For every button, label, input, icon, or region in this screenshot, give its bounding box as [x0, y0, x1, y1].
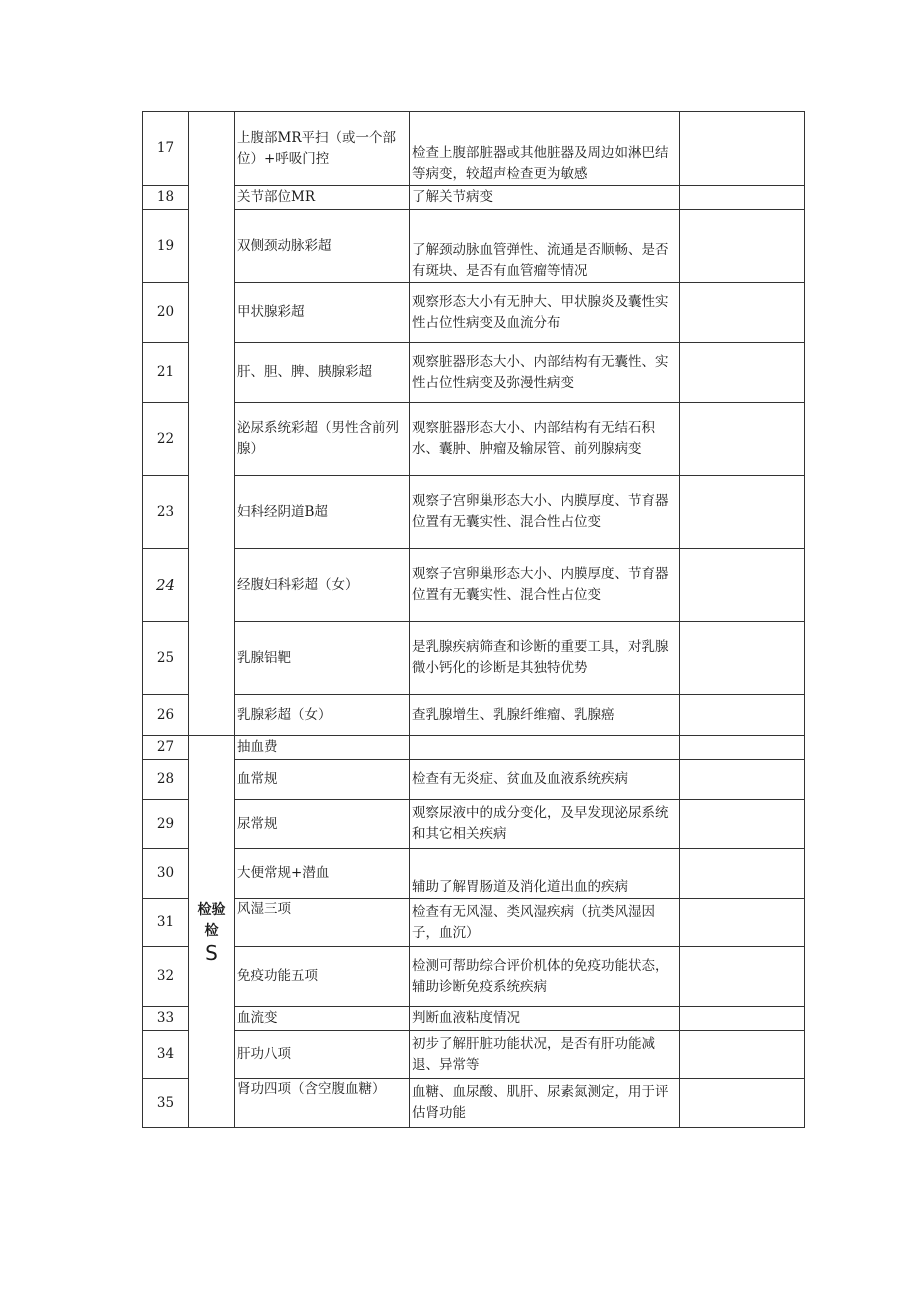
remarks-cell [680, 283, 805, 343]
table-row [143, 736, 805, 760]
row-number: 30 [143, 849, 189, 899]
remarks-cell [680, 403, 805, 476]
item-name: 肾功四项（含空腹血糖） [235, 1079, 410, 1128]
item-name: 肝功八项 [235, 1031, 410, 1079]
row-number: 22 [143, 403, 189, 476]
table-row [143, 760, 805, 800]
item-description: 观察子宫卵巢形态大小、内膜厚度、节育器位置有无囊实性、混合性占位变 [410, 476, 680, 549]
table-row [143, 186, 805, 210]
table-row [143, 112, 805, 186]
item-description [410, 736, 680, 760]
remarks-cell [680, 186, 805, 210]
item-description: 观察尿液中的成分变化，及早发现泌尿系统和其它相关疾病 [410, 800, 680, 849]
row-number: 29 [143, 800, 189, 849]
table-row [143, 343, 805, 403]
item-name: 上腹部MR平扫（或一个部位）+呼吸门控 [235, 112, 410, 186]
table-row [143, 210, 805, 283]
item-description: 观察脏器形态大小、内部结构有无结石积水、囊肿、肿瘤及输尿管、前列腺病变 [410, 403, 680, 476]
row-number: 33 [143, 1007, 189, 1031]
item-name: 血流变 [235, 1007, 410, 1031]
item-name: 经腹妇科彩超（女） [235, 549, 410, 622]
row-number: 35 [143, 1079, 189, 1128]
row-number: 28 [143, 760, 189, 800]
category-cell-lab [189, 736, 235, 1128]
item-name: 血常规 [235, 760, 410, 800]
item-description: 辅助了解胃肠道及消化道出血的疾病 [410, 849, 680, 899]
row-number: 17 [143, 112, 189, 186]
table-row [143, 549, 805, 622]
table-row [143, 403, 805, 476]
item-name: 乳腺铝靶 [235, 622, 410, 695]
remarks-cell [680, 112, 805, 186]
row-number: 24 [143, 549, 189, 622]
remarks-cell [680, 760, 805, 800]
row-number: 27 [143, 736, 189, 760]
row-number: 19 [143, 210, 189, 283]
item-description: 检测可帮助综合评价机体的免疫功能状态，辅助诊断免疫系统疾病 [410, 947, 680, 1007]
table-row [143, 849, 805, 899]
item-name: 乳腺彩超（女） [235, 695, 410, 736]
item-description: 了解颈动脉血管弹性、流通是否顺畅、是否有斑块、是否有血管瘤等情况 [410, 210, 680, 283]
remarks-cell [680, 549, 805, 622]
remarks-cell [680, 849, 805, 899]
remarks-cell [680, 695, 805, 736]
category-label-line3: S [205, 940, 218, 965]
row-number: 34 [143, 1031, 189, 1079]
table-row [143, 1031, 805, 1079]
item-description: 检查有无炎症、贫血及血液系统疾病 [410, 760, 680, 800]
table-row [143, 947, 805, 1007]
row-number: 18 [143, 186, 189, 210]
category-label-line1: 检验 [197, 901, 226, 918]
table-row [143, 899, 805, 947]
item-description: 检查上腹部脏器或其他脏器及周边如淋巴结等病变，较超声检查更为敏感 [410, 112, 680, 186]
item-name: 大便常规+潜血 [235, 849, 410, 899]
row-number: 25 [143, 622, 189, 695]
item-description: 查乳腺增生、乳腺纤维瘤、乳腺癌 [410, 695, 680, 736]
remarks-cell [680, 1031, 805, 1079]
category-cell-imaging [189, 112, 235, 736]
remarks-cell [680, 1007, 805, 1031]
item-name: 风湿三项 [235, 899, 410, 947]
item-name: 免疫功能五项 [235, 947, 410, 1007]
item-description: 观察脏器形态大小、内部结构有无囊性、实性占位性病变及弥漫性病变 [410, 343, 680, 403]
item-name: 甲状腺彩超 [235, 283, 410, 343]
item-name: 关节部位MR [235, 186, 410, 210]
remarks-cell [680, 210, 805, 283]
exam-items-table [142, 111, 805, 1128]
table-row [143, 800, 805, 849]
item-name: 双侧颈动脉彩超 [235, 210, 410, 283]
category-label-line2: 检 [204, 922, 219, 939]
item-description: 初步了解肝脏功能状况，是否有肝功能减退、异常等 [410, 1031, 680, 1079]
item-description: 判断血液粘度情况 [410, 1007, 680, 1031]
item-description: 观察子宫卵巢形态大小、内膜厚度、节育器位置有无囊实性、混合性占位变 [410, 549, 680, 622]
item-name: 抽血费 [235, 736, 410, 760]
remarks-cell [680, 736, 805, 760]
remarks-cell [680, 899, 805, 947]
remarks-cell [680, 476, 805, 549]
item-name: 泌尿系统彩超（男性含前列腺） [235, 403, 410, 476]
item-description: 是乳腺疾病筛查和诊断的重要工具，对乳腺微小钙化的诊断是其独特优势 [410, 622, 680, 695]
row-number: 32 [143, 947, 189, 1007]
item-description: 观察形态大小有无肿大、甲状腺炎及囊性实性占位性病变及血流分布 [410, 283, 680, 343]
row-number: 21 [143, 343, 189, 403]
item-description: 血糖、血尿酸、肌肝、尿素氮测定，用于评估肾功能 [410, 1079, 680, 1128]
row-number: 23 [143, 476, 189, 549]
remarks-cell [680, 800, 805, 849]
item-name: 妇科经阴道B超 [235, 476, 410, 549]
row-number: 26 [143, 695, 189, 736]
remarks-cell [680, 1079, 805, 1128]
item-description: 检查有无风湿、类风湿疾病（抗类风湿因子，血沉） [410, 899, 680, 947]
table-row [143, 622, 805, 695]
item-name: 尿常规 [235, 800, 410, 849]
table-row [143, 476, 805, 549]
table-row [143, 695, 805, 736]
remarks-cell [680, 343, 805, 403]
remarks-cell [680, 622, 805, 695]
table-row [143, 283, 805, 343]
table-row [143, 1079, 805, 1128]
item-description: 了解关节病变 [410, 186, 680, 210]
table-row [143, 1007, 805, 1031]
row-number: 31 [143, 899, 189, 947]
remarks-cell [680, 947, 805, 1007]
row-number: 20 [143, 283, 189, 343]
item-name: 肝、胆、脾、胰腺彩超 [235, 343, 410, 403]
